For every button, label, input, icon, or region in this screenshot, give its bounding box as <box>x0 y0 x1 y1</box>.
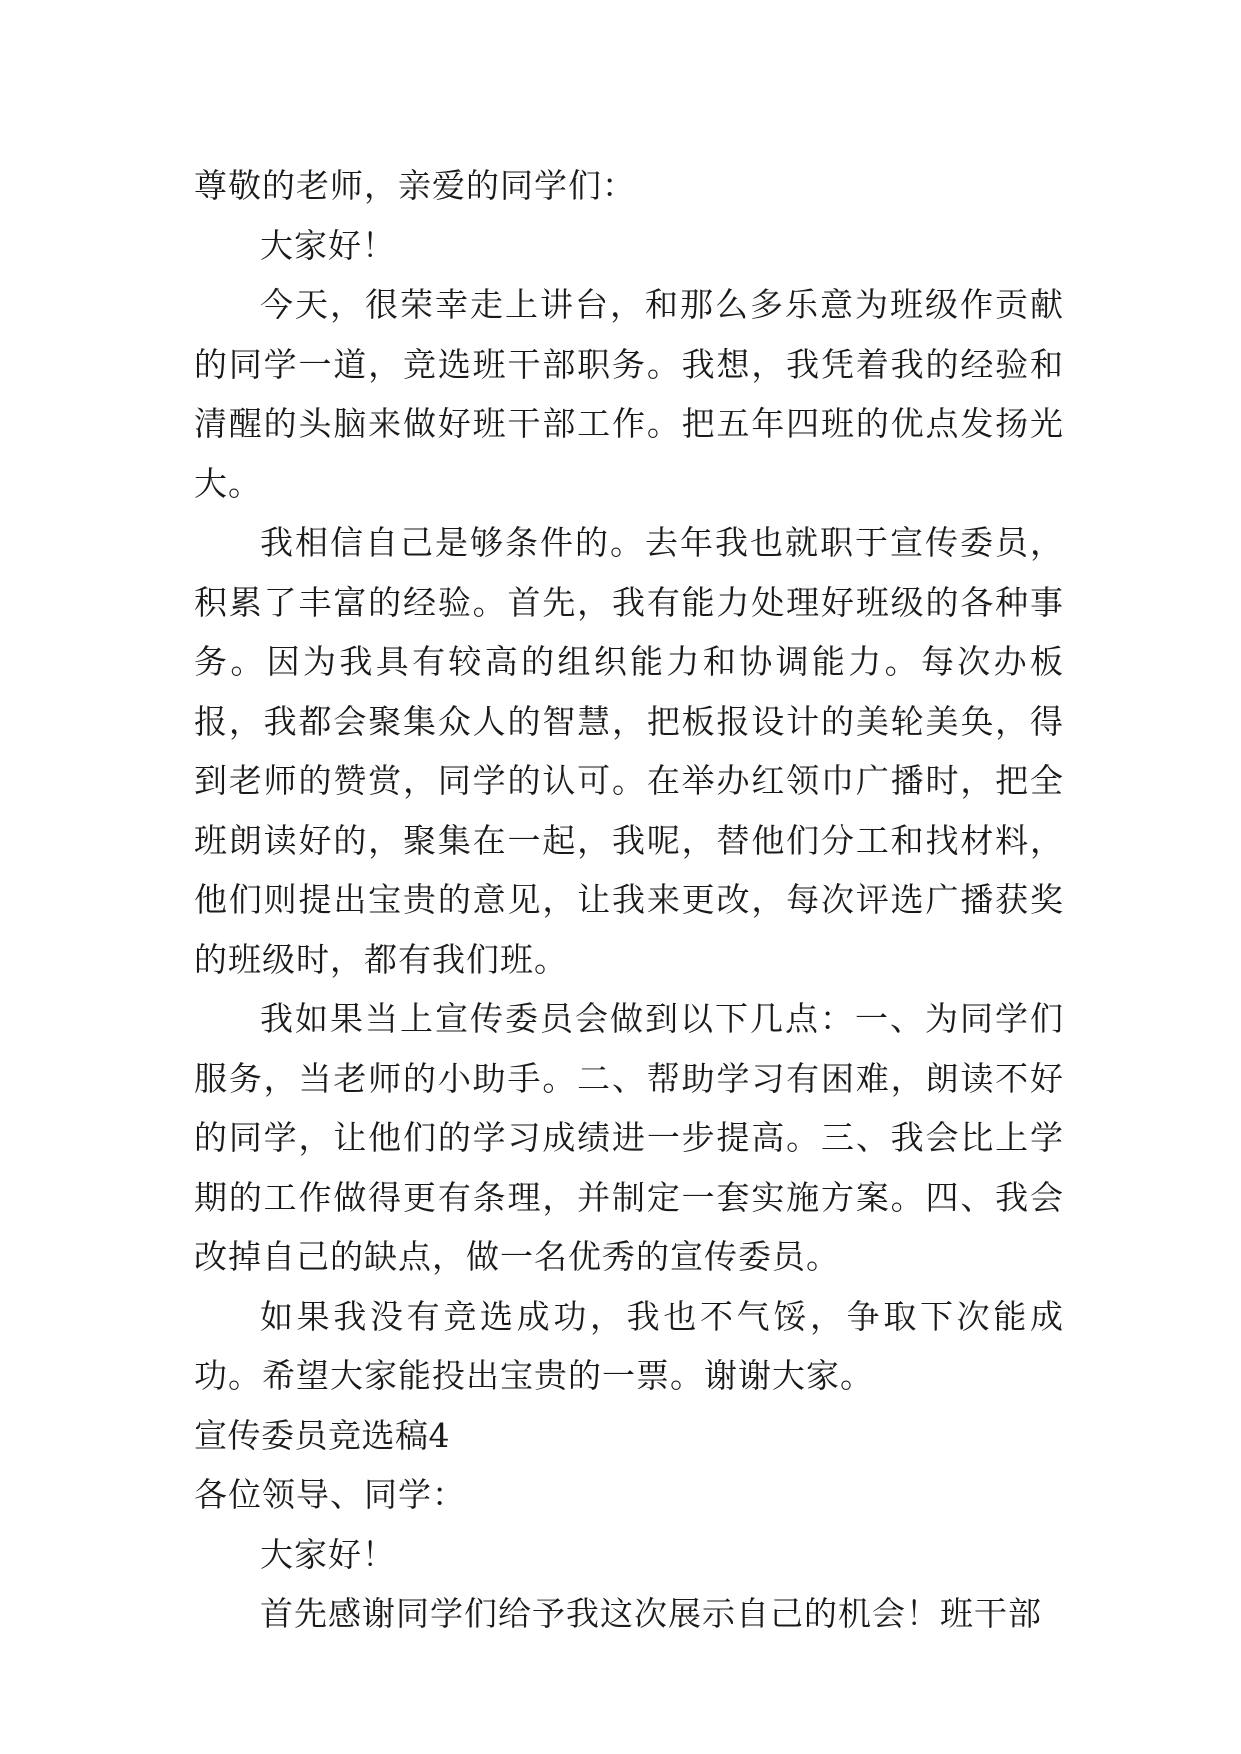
thanks-paragraph: 首先感谢同学们给予我这次展示自己的机会！班干部 <box>260 1594 1042 1633</box>
section-title: 宣传委员竞选稿4 <box>194 1415 450 1455</box>
plans-paragraph: 我如果当上宣传委员会做到以下几点：一、为同学们服务，当老师的小助手。二、帮助学习有困难，朗读不好的同学，让他们的学习成绩进一步提高。三、我会比上学期的工作做得更有条理，并制定一套实施方案。四、我会改掉自己的缺点，做一名优秀的宣传委员。 <box>194 999 1064 1276</box>
experience-paragraph: 我相信自己是够条件的。去年我也就职于宣传委员，积累了丰富的经验。首先，我有能力处理好班级的各种事务。因为我具有较高的组织能力和协调能力。每次办板报，我都会聚集众人的智慧，把板报设计的美轮美奂，得到老师的赞赏，同学的认可。在举办红领巾广播时，把全班朗读好的，聚集在一起，我呢，替他们分工和找材料，他们则提出宝贵的意见，让我来更改，每次评选广播获奖的班级时，都有我们班。 <box>194 523 1064 979</box>
closing-paragraph: 如果我没有竞选成功，我也不气馁，争取下次能成功。希望大家能投出宝贵的一票。谢谢大家。 <box>194 1296 1064 1395</box>
salutation-teachers-classmates: 尊敬的老师，亲爱的同学们： <box>194 166 636 205</box>
salutation-leaders-classmates: 各位领导、同学： <box>194 1475 466 1514</box>
document-body <box>194 156 1064 1644</box>
greeting-paragraph-2: 大家好！ <box>260 1534 396 1574</box>
greeting-paragraph: 大家好！ <box>260 225 396 265</box>
intro-paragraph: 今天，很荣幸走上讲台，和那么多乐意为班级作贡献的同学一道，竞选班干部职务。我想，我凭着我的经验和清醒的头脑来做好班干部工作。把五年四班的优点发扬光大。 <box>194 285 1064 503</box>
